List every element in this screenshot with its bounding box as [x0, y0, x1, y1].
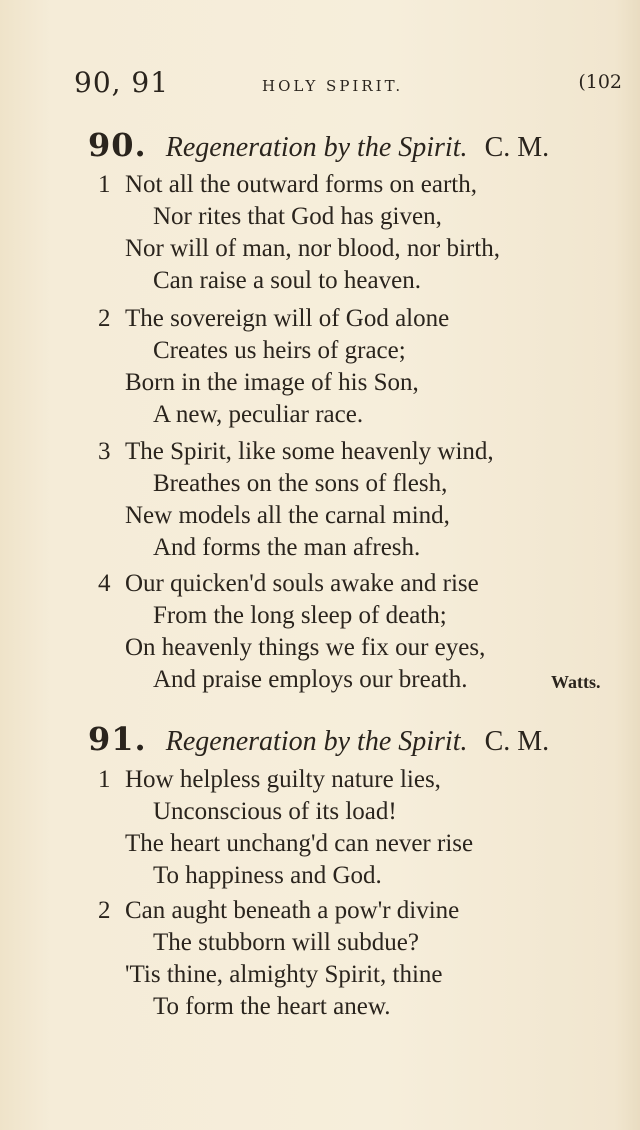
verse-line: 4 Our quicken'd souls awake and rise — [98, 568, 558, 600]
verse-line: And forms the man afresh. — [153, 534, 421, 561]
verse-line: 1 How helpless guilty nature lies, — [98, 764, 558, 796]
verse-line: New models all the carnal mind, — [125, 502, 450, 529]
stanza — [98, 303, 558, 431]
verse-line: To form the heart anew. — [153, 993, 391, 1020]
stanza — [98, 568, 558, 696]
verse-line: Breathes on the sons of flesh, — [153, 470, 448, 497]
verse-line: Creates us heirs of grace; — [153, 337, 406, 364]
hymn-range: 90, 91 — [74, 66, 170, 99]
verse-line: 1 Not all the outward forms on earth, — [98, 169, 558, 201]
stanza-number: 1 — [98, 766, 111, 793]
verse-line: To happiness and God. — [153, 862, 382, 889]
verse-line: A new, peculiar race. — [153, 401, 364, 428]
hymn-meter: C. M. — [484, 132, 550, 163]
hymn-number: 90. — [88, 126, 147, 164]
stanza — [98, 895, 558, 1023]
hymn-meter: C. M. — [484, 726, 550, 757]
hymn-number: 91. — [88, 720, 147, 758]
verse-line: 2 Can aught beneath a pow'r divine — [98, 895, 558, 927]
verse-line: Born in the image of his Son, — [125, 369, 419, 396]
verse-line: From the long sleep of death; — [153, 602, 447, 629]
page-number: (102 — [578, 71, 622, 93]
verse-line: On heavenly things we fix our eyes, — [125, 634, 486, 661]
verse-line: Nor rites that God has given, — [153, 203, 442, 230]
stanza-number: 2 — [98, 305, 111, 332]
stanza — [98, 764, 558, 892]
hymn-heading — [88, 126, 608, 170]
verse-line: And praise employs our breath. — [153, 666, 468, 693]
verse-line: Unconscious of its load! — [153, 798, 397, 825]
verse-line: Nor will of man, nor blood, nor birth, — [125, 235, 500, 262]
verse-line: Can raise a soul to heaven. — [153, 267, 421, 294]
hymn-subject: Regeneration by the Spirit. — [165, 132, 468, 163]
verse-line: The stubborn will subdue? — [153, 929, 419, 956]
stanza — [98, 436, 558, 564]
verse-line: 'Tis thine, almighty Spirit, thine — [125, 961, 443, 988]
stanza-number: 4 — [98, 570, 111, 597]
stanza — [98, 169, 558, 297]
hymn-author: Watts. — [551, 672, 601, 692]
verse-line: The heart unchang'd can never rise — [125, 830, 474, 857]
stanza-number: 3 — [98, 438, 111, 465]
section-title: HOLY SPIRIT. — [262, 77, 404, 95]
verse-line: 3 The Spirit, like some heavenly wind, — [98, 436, 558, 468]
stanza-number: 1 — [98, 171, 111, 198]
running-header — [74, 66, 622, 106]
hymn-heading — [88, 720, 608, 764]
hymn-subject: Regeneration by the Spirit. — [165, 726, 468, 757]
verse-line: 2 The sovereign will of God alone — [98, 303, 558, 335]
stanza-number: 2 — [98, 897, 111, 924]
